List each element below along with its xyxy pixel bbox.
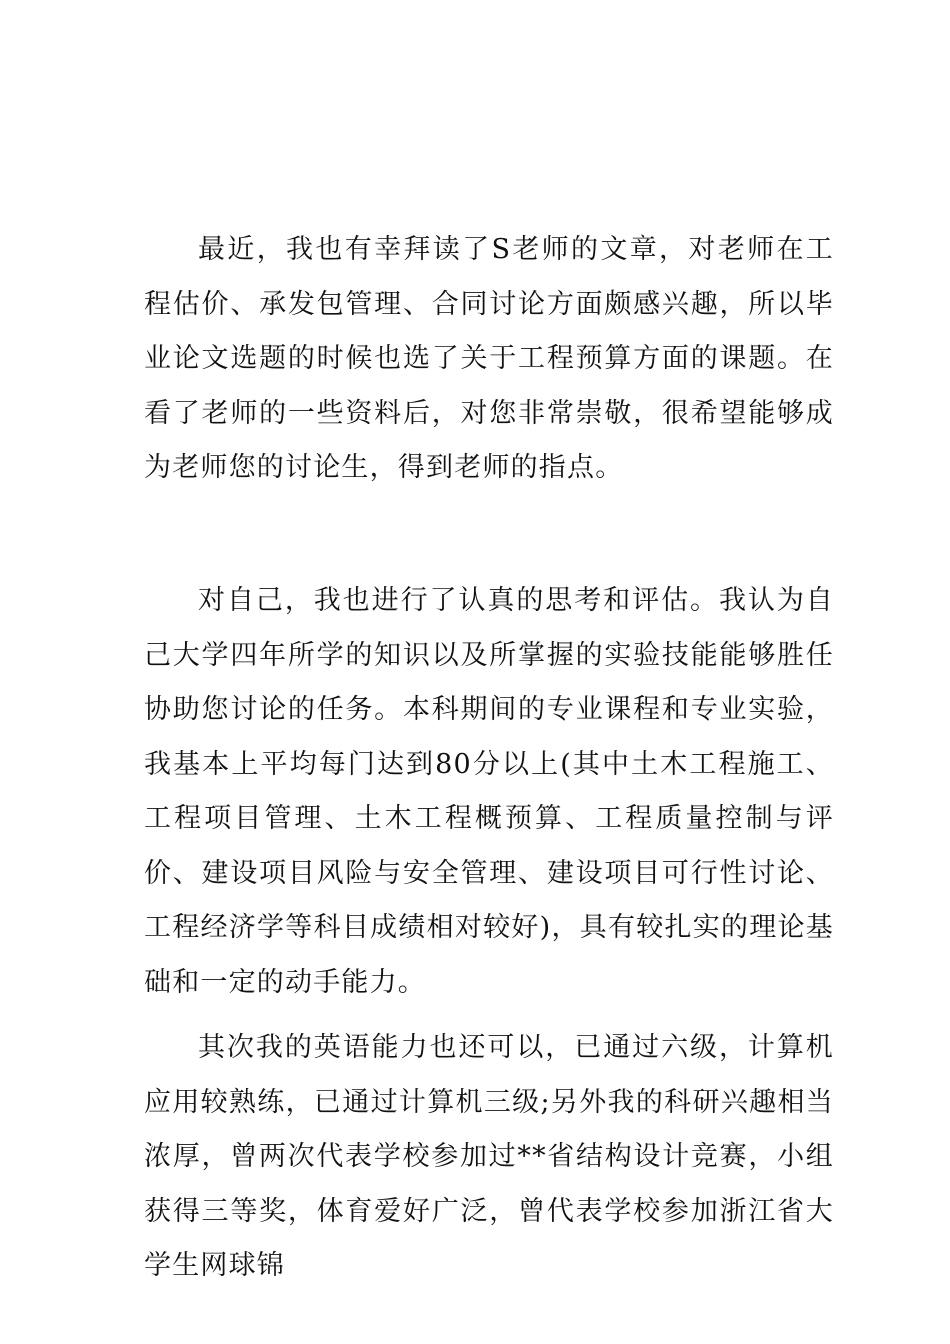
paragraph-interest: 最近，我也有幸拜读了S老师的文章，对老师在工程估价、承发包管理、合同讨论方面颇感兴趣，所以毕业论文选题的时候也选了关于工程预算方面的课题。在看了老师的一些资料后，对您非常崇敬，很希望能够成为老师您的讨论生，得到老师的指点。 — [144, 234, 834, 483]
paragraph-self-assessment: 对自己，我也进行了认真的思考和评估。我认为自己大学四年所学的知识以及所掌握的实验技能能够胜任协助您讨论的任务。本科期间的专业课程和专业实验，我基本上平均每门达到80分以上(其中土木工程施工、工程项目管理、土木工程概预算、工程质量控制与评价、建设项目风险与安全管理、建设项目可行性讨论、工程经济学等科目成绩相对较好)，具有较扎实的理论基础和一定的动手能力。 — [144, 585, 834, 998]
paragraph-skills: 其次我的英语能力也还可以，已通过六级，计算机应用较熟练，已通过计算机三级;另外我的科研兴趣相当浓厚，曾两次代表学校参加过**省结构设计竞赛，小组获得三等奖，体育爱好广泛，曾代表学校参加浙江省大学生网球锦 — [144, 1032, 834, 1281]
